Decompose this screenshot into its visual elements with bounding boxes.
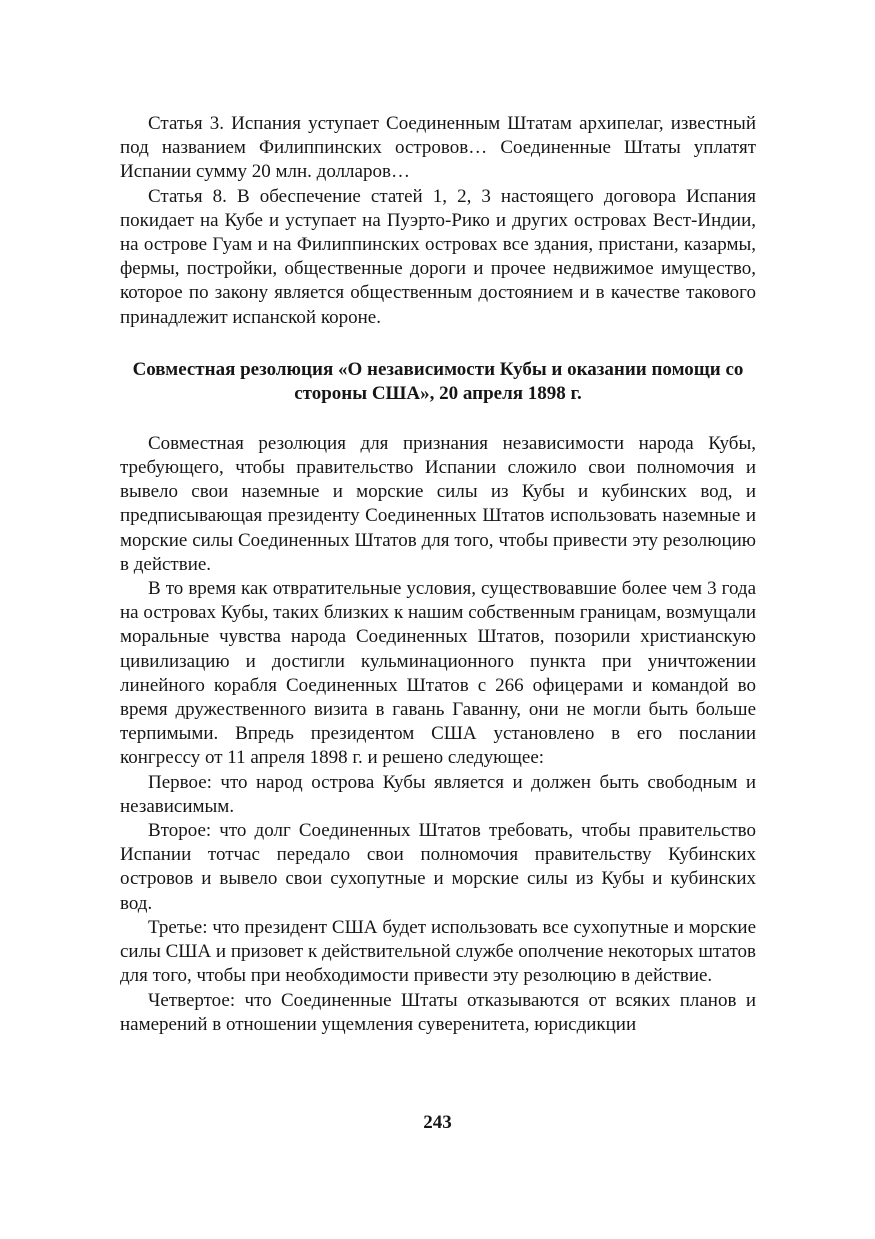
page-content [120,112,756,1037]
body-paragraph: В то время как отвратительные условия, существовавшие более чем 3 года на островах Кубы, таких близких к нашим собственным границам, возмущали моральные чувства народа Соединенных Штатов, позорили христианскую цивилизацию и достигли кульминационного пункта при уничтожении линейного корабля Соединенных Штатов с 266 офицерами и командой во время дружественного визита в гавань Гаванну, они не могли быть больше терпимыми. Впредь президентом США установлено в его послании конгрессу от 11 апреля 1898 г. и решено следующее: [120,578,756,769]
page-number: 243 [423,1112,452,1133]
section-heading: Совместная резолюция «О независимости Кубы и оказании помощи со стороны США», 20 апреля 1898 г. [132,358,744,404]
article-8-paragraph: Статья 8. В обеспечение статей 1, 2, 3 настоящего договора Испания покидает на Кубе и уступает на Пуэрто-Рико и других островах Вест-Индии, на острове Гуам и на Филиппинских островах все здания, пристани, казармы, фермы, постройки, общественные дороги и прочее недвижимое имущество, которое по закону является общественным достоянием и в качестве такового принадлежит испанской короне. [120,185,756,328]
body-paragraph: Третье: что президент США будет использовать все сухопутные и морские силы США и призовет к действительной службе ополчение некоторых штатов для того, чтобы при необходимости привести эту резолюцию в действие. [120,916,756,987]
article-3-paragraph: Статья 3. Испания уступает Соединенным Штатам архипелаг, известный под названием Филиппинских островов… Соединенные Штаты уплатят Испании сумму 20 млн. долларов… [120,113,756,183]
body-paragraph: Первое: что народ острова Кубы является и должен быть свободным и независимым. [120,771,756,817]
body-paragraph: Четвертое: что Соединенные Штаты отказываются от всяких планов и намерений в отношении ущемления суверенитета, юрисдикции [120,989,756,1035]
body-paragraph: Совместная резолюция для признания независимости народа Кубы, требующего, чтобы правительство Испании сложило свои полномочия и вывело свои наземные и морские силы из Кубы и кубинских вод, и предписывающая президенту Соединенных Штатов использовать наземные и морские силы Соединенных Штатов для того, чтобы привести эту резолюцию в действие. [120,432,756,575]
body-paragraph: Второе: что долг Соединенных Штатов требовать, чтобы правительство Испании тотчас передало свои полномочия правительству Кубинских островов и вывело свои сухопутные и морские силы из Кубы и кубинских вод. [120,820,756,914]
